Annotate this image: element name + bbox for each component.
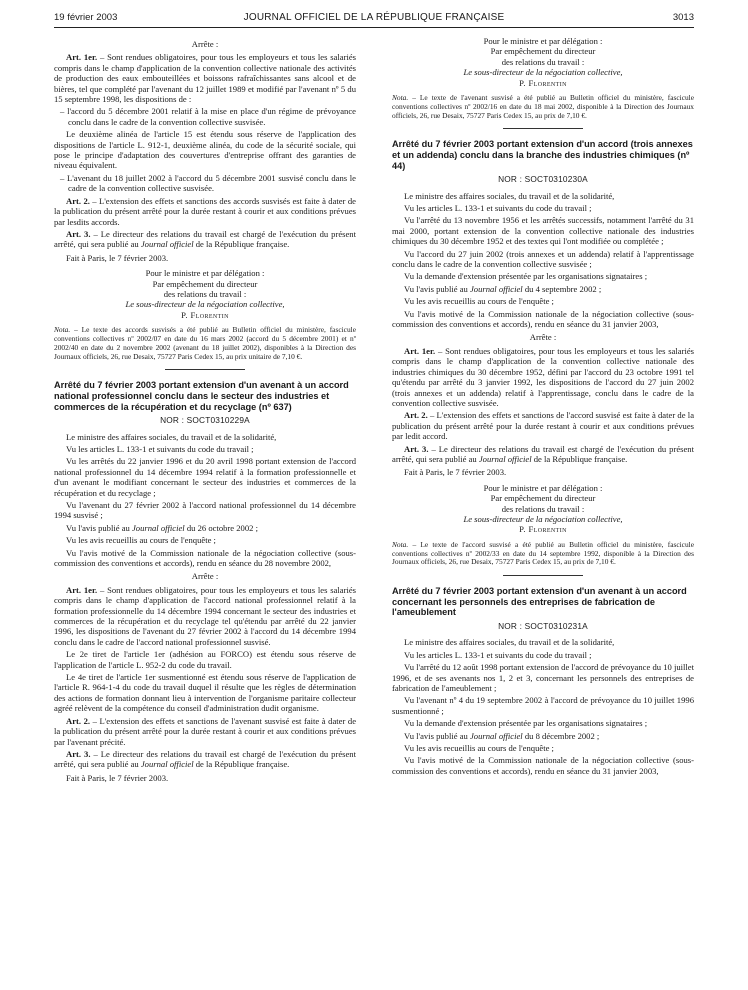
article-text: – L'extension des effets et sanctions de l'accord susvisé est faite à dater de la publication du présent arrêté pour la durée restant à courir et aux conditions prévues par ledit accord. xyxy=(392,410,694,442)
paragraph: Le deuxième alinéa de l'article 15 est étendu sous réserve de l'application des dispositions de l'article L. 912-1, deuxième alinéa, du code de la sécurité sociale, qui pose le principe d'adaptation des couvertures d'entreprise offrant des garanties de niveau équivalent. xyxy=(54,129,356,171)
paragraph: Vu les arrêtés du 22 janvier 1996 et du 20 avril 1998 portant extension de l'accord national professionnel du 14 décembre 1994 relatif à la formation professionnelle et d'un avenant le modifiant concernant le secteur des industries et commerces de la récupération et du recyclage ; xyxy=(54,456,356,498)
journal-name: Journal officiel xyxy=(469,283,523,294)
signature-line: Par empêchement du directeur xyxy=(490,46,596,57)
signature-line: Par empêchement du directeur xyxy=(490,493,596,504)
paragraph: Vu les articles L. 133-1 et suivants du code du travail ; xyxy=(404,649,592,660)
paragraph: Vu les articles L. 133-1 et suivants du code du travail ; xyxy=(66,443,254,454)
journal-name: Journal officiel xyxy=(140,759,194,770)
article-text: de la République française. xyxy=(193,239,290,250)
running-header xyxy=(54,10,694,26)
nor-reference: NOR : SOCT0310229A xyxy=(160,415,250,426)
text-run: du 4 septembre 2002 ; xyxy=(522,283,602,294)
article-2 xyxy=(54,716,356,747)
paragraph: Vu les articles L. 133-1 et suivants du code du travail ; xyxy=(404,203,592,214)
signature-line: Le sous-directeur de la négociation collective, xyxy=(463,67,623,78)
article-text: – L'extension des effets et sanctions des accords susvisés est faite à dater de la publication du présent arrêté pour la durée restant à courir et aux conditions prévues par lesdits accords. xyxy=(54,195,356,227)
article-text: – L'extension des effets et sanctions de l'avenant susvisé est faite à dater de la publication du présent arrêté pour la durée restant à courir et aux conditions prévues par l'avenant précité. xyxy=(54,715,356,747)
paragraph: Vu les avis recueillis au cours de l'enquête ; xyxy=(66,535,216,546)
nota xyxy=(54,326,356,361)
paragraph: Vu l'avenant du 27 février 2002 à l'accord national professionnel du 14 décembre 1994 susvisé ; xyxy=(54,499,356,521)
list-item: – l'accord du 5 décembre 2001 relatif à la mise en place d'un régime de prévoyance conclu dans le cadre de la convention collective susvisée. xyxy=(60,106,356,127)
paragraph: Le ministre des affaires sociales, du travail et de la solidarité, xyxy=(404,637,615,648)
paragraph xyxy=(392,284,694,294)
paragraph: Vu l'accord du 27 juin 2002 (trois annexes et un addenda) relatif à l'apprentissage conclu dans le cadre de la convention collective susvisée ; xyxy=(392,248,694,270)
paragraph: Le ministre des affaires sociales, du travail et de la solidarité, xyxy=(404,190,615,201)
article-1 xyxy=(392,346,694,408)
article-text: – Sont rendues obligatoires, pour tous les employeurs et tous les salariés compris dans le champ d'application de l'accord national professionnel relatif à la formation professionnelle du 14 décembre 1994 concernant le secteur des industries et commerces de la récupération et du recyclage tel qu'étendu par arrêté du 22 janvier 1996, les dispositions de l'avenant du 27 février 2002 à l'accord du 14 décembre 1994 conclu dans le cadre de l'accord national professionnel susvisé. xyxy=(54,584,356,647)
header-journal-title: JOURNAL OFFICIEL DE LA RÉPUBLIQUE FRANÇAISE xyxy=(243,12,505,23)
text-run: Vu l'avis publié au xyxy=(404,283,470,294)
nota-label: Nota. xyxy=(392,539,409,549)
header-page-number: 3013 xyxy=(672,12,694,23)
nota-label: Nota. xyxy=(392,93,409,103)
done-at: Fait à Paris, le 7 février 2003. xyxy=(404,467,507,478)
section-divider xyxy=(165,369,245,370)
section-divider xyxy=(503,575,583,576)
article-1 xyxy=(54,52,356,104)
article-3 xyxy=(54,749,356,770)
paragraph: Vu l'avis motivé de la Commission nationale de la négociation collective (sous-commission des conventions et accords), rendu en séance du 31 janvier 2003, xyxy=(392,308,694,330)
article-text: de la République française. xyxy=(193,759,290,770)
arrete-heading: Arrête : xyxy=(529,332,557,343)
signature-line: Le sous-directeur de la négociation collective, xyxy=(463,513,623,524)
signature-line: Pour le ministre et par délégation : xyxy=(483,36,603,46)
article-2 xyxy=(392,410,694,441)
article-label: Art. 3. xyxy=(66,748,91,759)
signature-line: Pour le ministre et par délégation : xyxy=(483,482,603,493)
article-label: Art. 2. xyxy=(66,195,90,206)
paragraph: Vu la demande d'extension présentée par les organisations signataires ; xyxy=(404,718,648,729)
article-text: – Sont rendues obligatoires, pour tous les employeurs et tous les salariés compris dans le champ d'application de la convention collective nationale des activités de production des eaux embouteillées et boissons rafraîchissantes sans alcool et de bières, tel que complété par l'avenant du 12 juillet 1989 et modifié par l'avenant nº 5 du 15 septembre 1998, les dispositions de : xyxy=(54,52,356,105)
text-run: Vu l'avis publié au xyxy=(66,522,132,533)
article-label: Art. 3. xyxy=(66,228,91,239)
signature-block xyxy=(54,268,356,320)
decree-title: Arrêté du 7 février 2003 portant extension d'un avenant à un accord national professionnel conclu dans le secteur des industries et commerces de la récupération et du recyclage (nº 637) xyxy=(54,380,349,412)
decree-title: Arrêté du 7 février 2003 portant extension d'un accord (trois annexes et un addenda) conclu dans la branche des industries chimiques (nº 44) xyxy=(392,139,693,171)
paragraph: Vu l'avenant nº 4 du 19 septembre 2002 à l'accord de prévoyance du 10 juillet 1996 susmentionné ; xyxy=(392,695,694,716)
nota-text: – Le texte de l'avenant susvisé a été publié au Bulletin officiel du ministère, fascicule conventions collectives nº 2002/16 en date du 18 mai 2002, disponible à la Direction des Journaux officiels, 26, rue Desaix, 75727 Paris Cedex 15, au prix de 7,10 €. xyxy=(392,93,694,120)
journal-name: Journal officiel xyxy=(140,239,194,250)
article-text: – Le directeur des relations du travail est chargé de l'exécution du présent arrêté, qui sera publié au xyxy=(392,443,694,464)
nor-reference: NOR : SOCT0310231A xyxy=(498,620,588,631)
right-column xyxy=(392,36,694,984)
article-label: Art. 2. xyxy=(404,410,428,421)
left-column xyxy=(54,36,356,984)
text-run: Vu l'avis publié au xyxy=(404,730,470,741)
article-text: – Sont rendues obligatoires, pour tous les employeurs et tous les salariés compris dans le champ d'application de la convention collective nationale des industries chimiques du 30 décembre 1952, défini par l'accord du 23 octobre 1991 tel qu'étendu par arrêté du 3 janvier 1992, les dispositions de l'accord du 27 juin 2002 (trois annexes et un addenda) relatif à l'apprentissage, conclu dans le cadre de la convention collective susvisée. xyxy=(392,345,694,408)
done-at: Fait à Paris, le 7 février 2003. xyxy=(66,252,169,263)
nota-text: – Le texte de l'accord susvisé a été publié au Bulletin officiel du ministère, fascicule conventions collectives nº 2002/33 en date du 14 septembre 1992, disponible à la Direction des Journaux officiels, 26, rue Desaix, 75727 Paris Cedex 15, au prix de 7,10 €. xyxy=(392,539,694,567)
article-text: de la République française. xyxy=(531,453,628,464)
article-label: Art. 2. xyxy=(66,715,91,726)
paragraph: Vu les avis recueillis au cours de l'enquête ; xyxy=(404,296,554,307)
paragraph xyxy=(54,523,356,533)
paragraph: Vu l'avis motivé de la Commission nationale de la négociation collective (sous-commission des conventions et accords), rendu en séance du 31 janvier 2003, xyxy=(392,755,694,776)
journal-name: Journal officiel xyxy=(131,522,185,533)
article-2 xyxy=(54,196,356,227)
done-at: Fait à Paris, le 7 février 2003. xyxy=(66,772,169,783)
article-3 xyxy=(392,444,694,465)
signatory-name: P. Florentin xyxy=(519,77,567,88)
journal-name: Journal officiel xyxy=(478,453,532,464)
paragraph: Le 2e tiret de l'article 1er (adhésion au FORCO) est étendu sous réserve de l'application de l'article L. 952-2 du code du travail. xyxy=(54,649,356,670)
signature-block xyxy=(392,483,694,535)
journal-name: Journal officiel xyxy=(469,730,523,741)
signature-line: des relations du travail : xyxy=(163,288,247,299)
signature-line: Par empêchement du directeur xyxy=(152,278,258,289)
paragraph xyxy=(392,731,694,741)
paragraph: Vu l'arrêté du 13 novembre 1956 et les arrêtés successifs, notamment l'arrêté du 31 mai 2000, portant extension de la convention collective nationale des industries chimiques du 30 décembre 1952 et des textes qui l'ont modifiée ou complétée ; xyxy=(392,215,694,247)
signature-line: des relations du travail : xyxy=(501,503,585,514)
decree-title: Arrêté du 7 février 2003 portant extension d'un avenant à un accord concernant les personnels des entreprises de fabrication de l'ameublement xyxy=(392,586,687,618)
nota-label: Nota. xyxy=(54,325,71,335)
signatory-name: P. Florentin xyxy=(519,524,567,535)
header-rule xyxy=(54,27,694,28)
nota xyxy=(392,94,694,120)
signature-line: des relations du travail : xyxy=(501,56,585,67)
paragraph: Le 4e tiret de l'article 1er susmentionné est étendu sous réserve de l'application de l'article R. 964-1-4 du code du travail duquel il résulte que les règles de détermination des actions de formation donnant lieu à intervention de l'organisme paritaire collecteur agréé relèvent de la compétence du conseil d'administration dudit organisme. xyxy=(54,672,356,714)
article-label: Art. 1er. xyxy=(404,345,436,356)
arrete-heading: Arrête : xyxy=(191,571,219,582)
article-3 xyxy=(54,229,356,250)
nota xyxy=(392,541,694,567)
paragraph: Le ministre des affaires sociales, du travail et de la solidarité, xyxy=(66,431,277,442)
text-run: du 8 décembre 2002 ; xyxy=(522,730,600,741)
article-label: Art. 1er. xyxy=(66,584,98,595)
header-date: 19 février 2003 xyxy=(54,12,118,23)
article-text: – Le directeur des relations du travail est chargé de l'exécution du présent arrêté, qui sera publié au xyxy=(54,228,356,250)
paragraph: Vu les avis recueillis au cours de l'enquête ; xyxy=(404,743,554,754)
article-label: Art. 3. xyxy=(404,443,429,454)
signature-block xyxy=(392,36,694,88)
signature-line: Le sous-directeur de la négociation collective, xyxy=(125,299,285,310)
paragraph: Vu l'arrêté du 12 août 1998 portant extension de l'accord de prévoyance du 10 juillet 1996, et de ses avenants nos 1, 2 et 3, concernant les personnels des entreprises de fabrication de l'ameublement ; xyxy=(392,662,694,693)
arrete-heading: Arrête : xyxy=(191,39,219,49)
text-run: du 26 octobre 2002 ; xyxy=(184,522,258,533)
nor-reference: NOR : SOCT0310230A xyxy=(498,174,588,185)
article-1 xyxy=(54,585,356,647)
signatory-name: P. Florentin xyxy=(181,309,229,320)
signature-line: Pour le ministre et par délégation : xyxy=(145,268,265,279)
article-label: Art. 1er. xyxy=(66,52,98,63)
nota-text: – Le texte des accords susvisés a été publié au Bulletin officiel du ministère, fascicule conventions collectives nº 2002/07 en date du 16 mars 2002 (accord du 5 décembre 2001) et nº 2002/40 en date du 2 novembre 2002 (avenant du 18 juillet 2002), disponibles à la Direction des Journaux officiels, 26, rue Desaix, 75727 Paris Cedex 15, au prix unitaire de 7,10 €. xyxy=(54,325,356,361)
section-divider xyxy=(503,128,583,129)
paragraph: Vu l'avis motivé de la Commission nationale de la négociation collective (sous-commission des conventions et accords), rendu en séance du 28 novembre 2002, xyxy=(54,547,356,568)
paragraph: Vu la demande d'extension présentée par les organisations signataires ; xyxy=(404,271,648,282)
list-item: – L'avenant du 18 juillet 2002 à l'accord du 5 décembre 2001 susvisé conclu dans le cadre de la convention collective susvisée. xyxy=(60,172,356,194)
article-text: – Le directeur des relations du travail est chargé de l'exécution du présent arrêté, qui sera publié au xyxy=(54,748,356,770)
